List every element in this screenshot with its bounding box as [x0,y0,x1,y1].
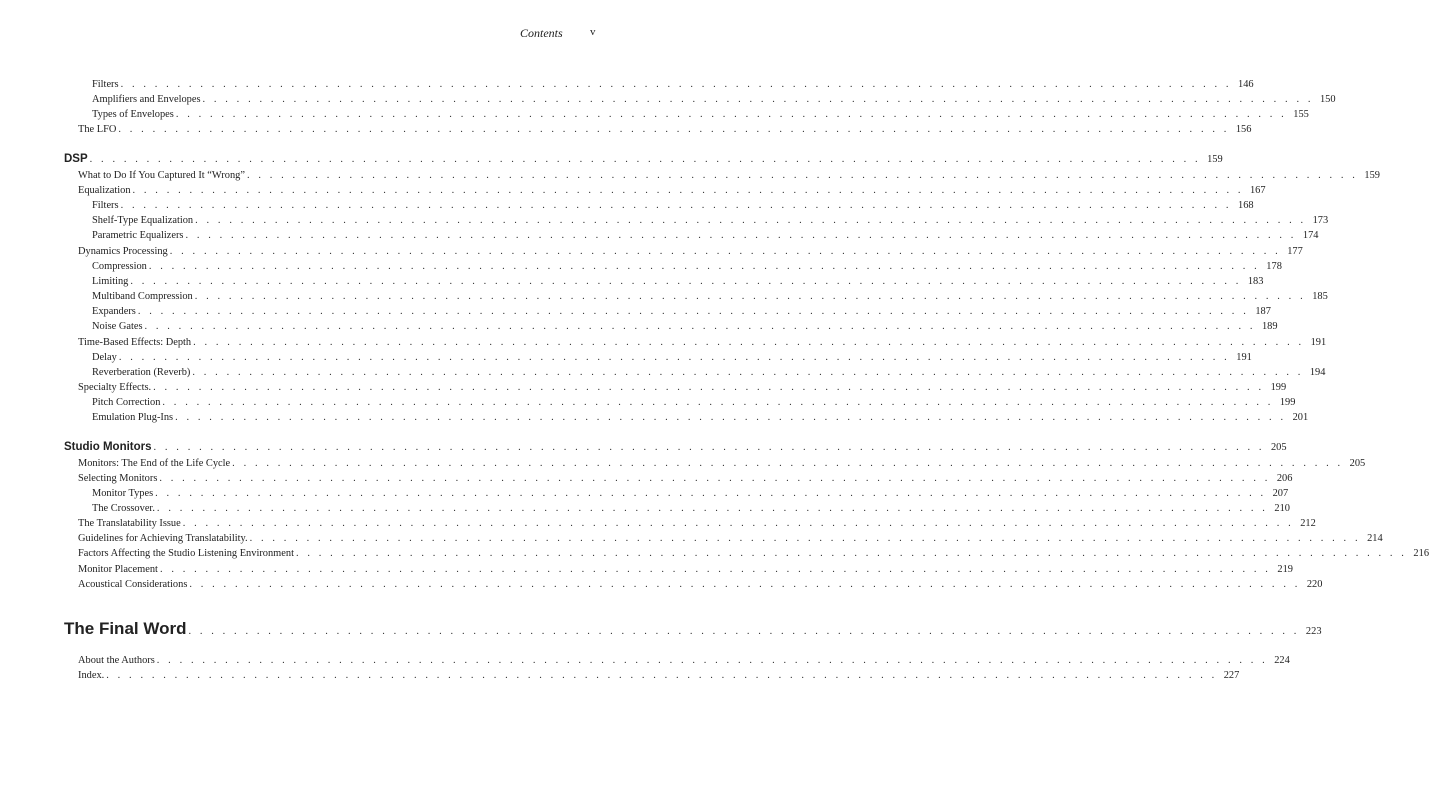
dot-leader: . . . . . . . . . . . . . . . . . . . . . . . . . . . . . . . . . . . . . . . . . . . . . . . . . . . . . . . . . . . . . . . . . . . . . . . . . . . . . . . . . . . . . . . . . . . . . . . . . . [188,626,1300,637]
toc-entry-compression[interactable]: Compression . . . . . . . . . . . . . . . . . . . . . . . . . . . . . . . . . . . . . . . . . . . . . . . . . . . . . . . . . . . . . . . . . . . . . . . . . . . . . . . . . . . . . . . . . . . . . . . . . . 178 [92,261,1282,272]
toc-entry-filters[interactable]: Filters . . . . . . . . . . . . . . . . . . . . . . . . . . . . . . . . . . . . . . . . . . . . . . . . . . . . . . . . . . . . . . . . . . . . . . . . . . . . . . . . . . . . . . . . . . . . . . . . . . 146 [92,79,1254,90]
toc-entry-expanders[interactable]: Expanders . . . . . . . . . . . . . . . . . . . . . . . . . . . . . . . . . . . . . . . . . . . . . . . . . . . . . . . . . . . . . . . . . . . . . . . . . . . . . . . . . . . . . . . . . . . . . . . . . . 187 [92,306,1271,317]
toc-entry-specialty-effects[interactable]: Specialty Effects. . . . . . . . . . . . . . . . . . . . . . . . . . . . . . . . . . . . . . . . . . . . . . . . . . . . . . . . . . . . . . . . . . . . . . . . . . . . . . . . . . . . . . . . . . . . . . . . . . . 199 [78,382,1287,393]
dot-leader: . . . . . . . . . . . . . . . . . . . . . . . . . . . . . . . . . . . . . . . . . . . . . . . . . . . . . . . . . . . . . . . . . . . . . . . . . . . . . . . . . . . . . . . . . . . . . . . . . . [159,473,1271,484]
toc-entry-time-based-effects[interactable]: Time-Based Effects: Depth . . . . . . . . . . . . . . . . . . . . . . . . . . . . . . . . . . . . . . . . . . . . . . . . . . . . . . . . . . . . . . . . . . . . . . . . . . . . . . . . . . . . . . . . . . . . . . . . . . 191 [78,337,1327,348]
toc-part-the-final-word[interactable]: The Final Word . . . . . . . . . . . . . . . . . . . . . . . . . . . . . . . . . . . . . . . . . . . . . . . . . . . . . . . . . . . . . . . . . . . . . . . . . . . . . . . . . . . . . . . . . . . . . . . . . . 223 [64,618,536,640]
dot-leader: . . . . . . . . . . . . . . . . . . . . . . . . . . . . . . . . . . . . . . . . . . . . . . . . . . . . . . . . . . . . . . . . . . . . . . . . . . . . . . . . . . . . . . . . . . . . . . . . . . [137,306,1249,317]
toc-entry-filters[interactable]: Filters . . . . . . . . . . . . . . . . . . . . . . . . . . . . . . . . . . . . . . . . . . . . . . . . . . . . . . . . . . . . . . . . . . . . . . . . . . . . . . . . . . . . . . . . . . . . . . . . . . 168 [92,200,1254,211]
toc-entry-index[interactable]: Index. . . . . . . . . . . . . . . . . . . . . . . . . . . . . . . . . . . . . . . . . . . . . . . . . . . . . . . . . . . . . . . . . . . . . . . . . . . . . . . . . . . . . . . . . . . . . . . . . . . 227 [78,670,1240,681]
toc-entry-the-lfo[interactable]: The LFO . . . . . . . . . . . . . . . . . . . . . . . . . . . . . . . . . . . . . . . . . . . . . . . . . . . . . . . . . . . . . . . . . . . . . . . . . . . . . . . . . . . . . . . . . . . . . . . . . . 156 [78,124,1252,135]
toc-entry-pitch-correction[interactable]: Pitch Correction . . . . . . . . . . . . . . . . . . . . . . . . . . . . . . . . . . . . . . . . . . . . . . . . . . . . . . . . . . . . . . . . . . . . . . . . . . . . . . . . . . . . . . . . . . . . . . . . . . 199 [92,397,1296,408]
toc-entry-translatability-issue[interactable]: The Translatability Issue . . . . . . . . . . . . . . . . . . . . . . . . . . . . . . . . . . . . . . . . . . . . . . . . . . . . . . . . . . . . . . . . . . . . . . . . . . . . . . . . . . . . . . . . . . . . . . . . . . 212 [78,518,1316,529]
dot-leader: . . . . . . . . . . . . . . . . . . . . . . . . . . . . . . . . . . . . . . . . . . . . . . . . . . . . . . . . . . . . . . . . . . . . . . . . . . . . . . . . . . . . . . . . . . . . . . . . . . [232,458,1344,469]
dot-leader: . . . . . . . . . . . . . . . . . . . . . . . . . . . . . . . . . . . . . . . . . . . . . . . . . . . . . . . . . . . . . . . . . . . . . . . . . . . . . . . . . . . . . . . . . . . . . . . . . . [249,533,1361,544]
dot-leader: . . . . . . . . . . . . . . . . . . . . . . . . . . . . . . . . . . . . . . . . . . . . . . . . . . . . . . . . . . . . . . . . . . . . . . . . . . . . . . . . . . . . . . . . . . . . . . . . . . [148,261,1260,272]
dot-leader: . . . . . . . . . . . . . . . . . . . . . . . . . . . . . . . . . . . . . . . . . . . . . . . . . . . . . . . . . . . . . . . . . . . . . . . . . . . . . . . . . . . . . . . . . . . . . . . . . . [202,94,1314,105]
toc-chapter-dsp[interactable]: DSP . . . . . . . . . . . . . . . . . . . . . . . . . . . . . . . . . . . . . . . . . . . . . . . . . . . . . . . . . . . . . . . . . . . . . . . . . . . . . . . . . . . . . . . . . . . . . . . . . . 159 [64,153,1223,165]
toc-chapter-studio-monitors[interactable]: Studio Monitors . . . . . . . . . . . . . . . . . . . . . . . . . . . . . . . . . . . . . . . . . . . . . . . . . . . . . . . . . . . . . . . . . . . . . . . . . . . . . . . . . . . . . . . . . . . . . . . . . . 205 [64,441,1287,453]
dot-leader: . . . . . . . . . . . . . . . . . . . . . . . . . . . . . . . . . . . . . . . . . . . . . . . . . . . . . . . . . . . . . . . . . . . . . . . . . . . . . . . . . . . . . . . . . . . . . . . . . . [189,579,1301,590]
dot-leader: . . . . . . . . . . . . . . . . . . . . . . . . . . . . . . . . . . . . . . . . . . . . . . . . . . . . . . . . . . . . . . . . . . . . . . . . . . . . . . . . . . . . . . . . . . . . . . . . . . [192,367,1304,378]
dot-leader: . . . . . . . . . . . . . . . . . . . . . . . . . . . . . . . . . . . . . . . . . . . . . . . . . . . . . . . . . . . . . . . . . . . . . . . . . . . . . . . . . . . . . . . . . . . . . . . . . . [118,124,1230,135]
dot-leader: . . . . . . . . . . . . . . . . . . . . . . . . . . . . . . . . . . . . . . . . . . . . . . . . . . . . . . . . . . . . . . . . . . . . . . . . . . . . . . . . . . . . . . . . . . . . . . . . . . [155,488,1267,499]
dot-leader: . . . . . . . . . . . . . . . . . . . . . . . . . . . . . . . . . . . . . . . . . . . . . . . . . . . . . . . . . . . . . . . . . . . . . . . . . . . . . . . . . . . . . . . . . . . . . . . . . . [175,412,1287,423]
toc-entry-equalization[interactable]: Equalization . . . . . . . . . . . . . . . . . . . . . . . . . . . . . . . . . . . . . . . . . . . . . . . . . . . . . . . . . . . . . . . . . . . . . . . . . . . . . . . . . . . . . . . . . . . . . . . . . . 167 [78,185,1266,196]
dot-leader: . . . . . . . . . . . . . . . . . . . . . . . . . . . . . . . . . . . . . . . . . . . . . . . . . . . . . . . . . . . . . . . . . . . . . . . . . . . . . . . . . . . . . . . . . . . . . . . . . . [89,154,1201,165]
toc-entry-what-to-do[interactable]: What to Do If You Captured It “Wrong” . . . . . . . . . . . . . . . . . . . . . . . . . . . . . . . . . . . . . . . . . . . . . . . . . . . . . . . . . . . . . . . . . . . . . . . . . . . . . . . . . . . . . . . . . . . . . . . . . . 159 [78,170,1380,181]
toc-entry-noise-gates[interactable]: Noise Gates . . . . . . . . . . . . . . . . . . . . . . . . . . . . . . . . . . . . . . . . . . . . . . . . . . . . . . . . . . . . . . . . . . . . . . . . . . . . . . . . . . . . . . . . . . . . . . . . . . 189 [92,321,1278,332]
toc-entry-amplifiers-and-envelopes[interactable]: Amplifiers and Envelopes . . . . . . . . . . . . . . . . . . . . . . . . . . . . . . . . . . . . . . . . . . . . . . . . . . . . . . . . . . . . . . . . . . . . . . . . . . . . . . . . . . . . . . . . . . . . . . . . . . 150 [92,94,1336,105]
toc-entry-limiting[interactable]: Limiting . . . . . . . . . . . . . . . . . . . . . . . . . . . . . . . . . . . . . . . . . . . . . . . . . . . . . . . . . . . . . . . . . . . . . . . . . . . . . . . . . . . . . . . . . . . . . . . . . . 183 [92,276,1264,287]
dot-leader: . . . . . . . . . . . . . . . . . . . . . . . . . . . . . . . . . . . . . . . . . . . . . . . . . . . . . . . . . . . . . . . . . . . . . . . . . . . . . . . . . . . . . . . . . . . . . . . . . . [185,230,1297,241]
dot-leader: . . . . . . . . . . . . . . . . . . . . . . . . . . . . . . . . . . . . . . . . . . . . . . . . . . . . . . . . . . . . . . . . . . . . . . . . . . . . . . . . . . . . . . . . . . . . . . . . . . [182,518,1294,529]
toc-entry-parametric-equalizers[interactable]: Parametric Equalizers . . . . . . . . . . . . . . . . . . . . . . . . . . . . . . . . . . . . . . . . . . . . . . . . . . . . . . . . . . . . . . . . . . . . . . . . . . . . . . . . . . . . . . . . . . . . . . . . . . 174 [92,230,1319,241]
toc-entry-monitor-types[interactable]: Monitor Types . . . . . . . . . . . . . . . . . . . . . . . . . . . . . . . . . . . . . . . . . . . . . . . . . . . . . . . . . . . . . . . . . . . . . . . . . . . . . . . . . . . . . . . . . . . . . . . . . . 207 [92,488,1289,499]
dot-leader: . . . . . . . . . . . . . . . . . . . . . . . . . . . . . . . . . . . . . . . . . . . . . . . . . . . . . . . . . . . . . . . . . . . . . . . . . . . . . . . . . . . . . . . . . . . . . . . . . . [144,321,1256,332]
dot-leader: . . . . . . . . . . . . . . . . . . . . . . . . . . . . . . . . . . . . . . . . . . . . . . . . . . . . . . . . . . . . . . . . . . . . . . . . . . . . . . . . . . . . . . . . . . . . . . . . . . [162,397,1274,408]
dot-leader: . . . . . . . . . . . . . . . . . . . . . . . . . . . . . . . . . . . . . . . . . . . . . . . . . . . . . . . . . . . . . . . . . . . . . . . . . . . . . . . . . . . . . . . . . . . . . . . . . . [246,170,1358,181]
toc-entry-multiband-compression[interactable]: Multiband Compression . . . . . . . . . . . . . . . . . . . . . . . . . . . . . . . . . . . . . . . . . . . . . . . . . . . . . . . . . . . . . . . . . . . . . . . . . . . . . . . . . . . . . . . . . . . . . . . . . . 185 [92,291,1328,302]
toc-entry-the-crossover[interactable]: The Crossover. . . . . . . . . . . . . . . . . . . . . . . . . . . . . . . . . . . . . . . . . . . . . . . . . . . . . . . . . . . . . . . . . . . . . . . . . . . . . . . . . . . . . . . . . . . . . . . . . . . 210 [92,503,1290,514]
toc-entry-monitor-placement[interactable]: Monitor Placement . . . . . . . . . . . . . . . . . . . . . . . . . . . . . . . . . . . . . . . . . . . . . . . . . . . . . . . . . . . . . . . . . . . . . . . . . . . . . . . . . . . . . . . . . . . . . . . . . . 219 [78,564,1293,575]
running-head: Contents [520,26,563,40]
dot-leader: . . . . . . . . . . . . . . . . . . . . . . . . . . . . . . . . . . . . . . . . . . . . . . . . . . . . . . . . . . . . . . . . . . . . . . . . . . . . . . . . . . . . . . . . . . . . . . . . . . [132,185,1244,196]
toc-entry-shelf-type-equalization[interactable]: Shelf-Type Equalization . . . . . . . . . . . . . . . . . . . . . . . . . . . . . . . . . . . . . . . . . . . . . . . . . . . . . . . . . . . . . . . . . . . . . . . . . . . . . . . . . . . . . . . . . . . . . . . . . . 173 [92,215,1329,226]
dot-leader: . . . . . . . . . . . . . . . . . . . . . . . . . . . . . . . . . . . . . . . . . . . . . . . . . . . . . . . . . . . . . . . . . . . . . . . . . . . . . . . . . . . . . . . . . . . . . . . . . . [153,442,1265,453]
toc-entry-life-cycle[interactable]: Monitors: The End of the Life Cycle . . . . . . . . . . . . . . . . . . . . . . . . . . . . . . . . . . . . . . . . . . . . . . . . . . . . . . . . . . . . . . . . . . . . . . . . . . . . . . . . . . . . . . . . . . . . . . . . . . 205 [78,458,1366,469]
toc-entry-types-of-envelopes[interactable]: Types of Envelopes . . . . . . . . . . . . . . . . . . . . . . . . . . . . . . . . . . . . . . . . . . . . . . . . . . . . . . . . . . . . . . . . . . . . . . . . . . . . . . . . . . . . . . . . . . . . . . . . . . 155 [92,109,1309,120]
dot-leader: . . . . . . . . . . . . . . . . . . . . . . . . . . . . . . . . . . . . . . . . . . . . . . . . . . . . . . . . . . . . . . . . . . . . . . . . . . . . . . . . . . . . . . . . . . . . . . . . . . [195,215,1307,226]
dot-leader: . . . . . . . . . . . . . . . . . . . . . . . . . . . . . . . . . . . . . . . . . . . . . . . . . . . . . . . . . . . . . . . . . . . . . . . . . . . . . . . . . . . . . . . . . . . . . . . . . . [159,564,1271,575]
toc-entry-about-the-authors[interactable]: About the Authors . . . . . . . . . . . . . . . . . . . . . . . . . . . . . . . . . . . . . . . . . . . . . . . . . . . . . . . . . . . . . . . . . . . . . . . . . . . . . . . . . . . . . . . . . . . . . . . . . . 224 [78,655,1290,666]
dot-leader: . . . . . . . . . . . . . . . . . . . . . . . . . . . . . . . . . . . . . . . . . . . . . . . . . . . . . . . . . . . . . . . . . . . . . . . . . . . . . . . . . . . . . . . . . . . . . . . . . . [193,337,1305,348]
toc-entry-dynamics-processing[interactable]: Dynamics Processing . . . . . . . . . . . . . . . . . . . . . . . . . . . . . . . . . . . . . . . . . . . . . . . . . . . . . . . . . . . . . . . . . . . . . . . . . . . . . . . . . . . . . . . . . . . . . . . . . . 177 [78,246,1303,257]
dot-leader: . . . . . . . . . . . . . . . . . . . . . . . . . . . . . . . . . . . . . . . . . . . . . . . . . . . . . . . . . . . . . . . . . . . . . . . . . . . . . . . . . . . . . . . . . . . . . . . . . . [120,79,1232,90]
toc-entry-delay[interactable]: Delay . . . . . . . . . . . . . . . . . . . . . . . . . . . . . . . . . . . . . . . . . . . . . . . . . . . . . . . . . . . . . . . . . . . . . . . . . . . . . . . . . . . . . . . . . . . . . . . . . . 191 [92,352,1252,363]
dot-leader: . . . . . . . . . . . . . . . . . . . . . . . . . . . . . . . . . . . . . . . . . . . . . . . . . . . . . . . . . . . . . . . . . . . . . . . . . . . . . . . . . . . . . . . . . . . . . . . . . . [153,382,1265,393]
dot-leader: . . . . . . . . . . . . . . . . . . . . . . . . . . . . . . . . . . . . . . . . . . . . . . . . . . . . . . . . . . . . . . . . . . . . . . . . . . . . . . . . . . . . . . . . . . . . . . . . . . [156,655,1268,666]
toc-entry-reverberation[interactable]: Reverberation (Reverb) . . . . . . . . . . . . . . . . . . . . . . . . . . . . . . . . . . . . . . . . . . . . . . . . . . . . . . . . . . . . . . . . . . . . . . . . . . . . . . . . . . . . . . . . . . . . . . . . . . 194 [92,367,1326,378]
dot-leader: . . . . . . . . . . . . . . . . . . . . . . . . . . . . . . . . . . . . . . . . . . . . . . . . . . . . . . . . . . . . . . . . . . . . . . . . . . . . . . . . . . . . . . . . . . . . . . . . . . [169,246,1281,257]
dot-leader: . . . . . . . . . . . . . . . . . . . . . . . . . . . . . . . . . . . . . . . . . . . . . . . . . . . . . . . . . . . . . . . . . . . . . . . . . . . . . . . . . . . . . . . . . . . . . . . . . . [175,109,1287,120]
dot-leader: . . . . . . . . . . . . . . . . . . . . . . . . . . . . . . . . . . . . . . . . . . . . . . . . . . . . . . . . . . . . . . . . . . . . . . . . . . . . . . . . . . . . . . . . . . . . . . . . . . [118,352,1230,363]
dot-leader: . . . . . . . . . . . . . . . . . . . . . . . . . . . . . . . . . . . . . . . . . . . . . . . . . . . . . . . . . . . . . . . . . . . . . . . . . . . . . . . . . . . . . . . . . . . . . . . . . . [194,291,1306,302]
toc-entry-acoustical-considerations[interactable]: Acoustical Considerations . . . . . . . . . . . . . . . . . . . . . . . . . . . . . . . . . . . . . . . . . . . . . . . . . . . . . . . . . . . . . . . . . . . . . . . . . . . . . . . . . . . . . . . . . . . . . . . . . . 220 [78,579,1323,590]
toc-entry-guidelines[interactable]: Guidelines for Achieving Translatability. . . . . . . . . . . . . . . . . . . . . . . . . . . . . . . . . . . . . . . . . . . . . . . . . . . . . . . . . . . . . . . . . . . . . . . . . . . . . . . . . . . . . . . . . . . . . . . . . . . 214 [78,533,1383,544]
dot-leader: . . . . . . . . . . . . . . . . . . . . . . . . . . . . . . . . . . . . . . . . . . . . . . . . . . . . . . . . . . . . . . . . . . . . . . . . . . . . . . . . . . . . . . . . . . . . . . . . . . [295,548,1408,559]
dot-leader: . . . . . . . . . . . . . . . . . . . . . . . . . . . . . . . . . . . . . . . . . . . . . . . . . . . . . . . . . . . . . . . . . . . . . . . . . . . . . . . . . . . . . . . . . . . . . . . . . . [120,200,1232,211]
dot-leader: . . . . . . . . . . . . . . . . . . . . . . . . . . . . . . . . . . . . . . . . . . . . . . . . . . . . . . . . . . . . . . . . . . . . . . . . . . . . . . . . . . . . . . . . . . . . . . . . . . [106,670,1218,681]
page-number: v [590,26,596,38]
dot-leader: . . . . . . . . . . . . . . . . . . . . . . . . . . . . . . . . . . . . . . . . . . . . . . . . . . . . . . . . . . . . . . . . . . . . . . . . . . . . . . . . . . . . . . . . . . . . . . . . . . [130,276,1242,287]
toc-entry-emulation-plug-ins[interactable]: Emulation Plug-Ins . . . . . . . . . . . . . . . . . . . . . . . . . . . . . . . . . . . . . . . . . . . . . . . . . . . . . . . . . . . . . . . . . . . . . . . . . . . . . . . . . . . . . . . . . . . . . . . . . . 201 [92,412,1309,423]
toc-entry-selecting-monitors[interactable]: Selecting Monitors . . . . . . . . . . . . . . . . . . . . . . . . . . . . . . . . . . . . . . . . . . . . . . . . . . . . . . . . . . . . . . . . . . . . . . . . . . . . . . . . . . . . . . . . . . . . . . . . . . 206 [78,473,1293,484]
toc-entry-listening-environment[interactable]: Factors Affecting the Studio Listening Environment . . . . . . . . . . . . . . . . . . . . . . . . . . . . . . . . . . . . . . . . . . . . . . . . . . . . . . . . . . . . . . . . . . . . . . . . . . . . . . . . . . . . . . . . . . . . . . . . . . 216 [78,548,1429,559]
dot-leader: . . . . . . . . . . . . . . . . . . . . . . . . . . . . . . . . . . . . . . . . . . . . . . . . . . . . . . . . . . . . . . . . . . . . . . . . . . . . . . . . . . . . . . . . . . . . . . . . . . [156,503,1268,514]
